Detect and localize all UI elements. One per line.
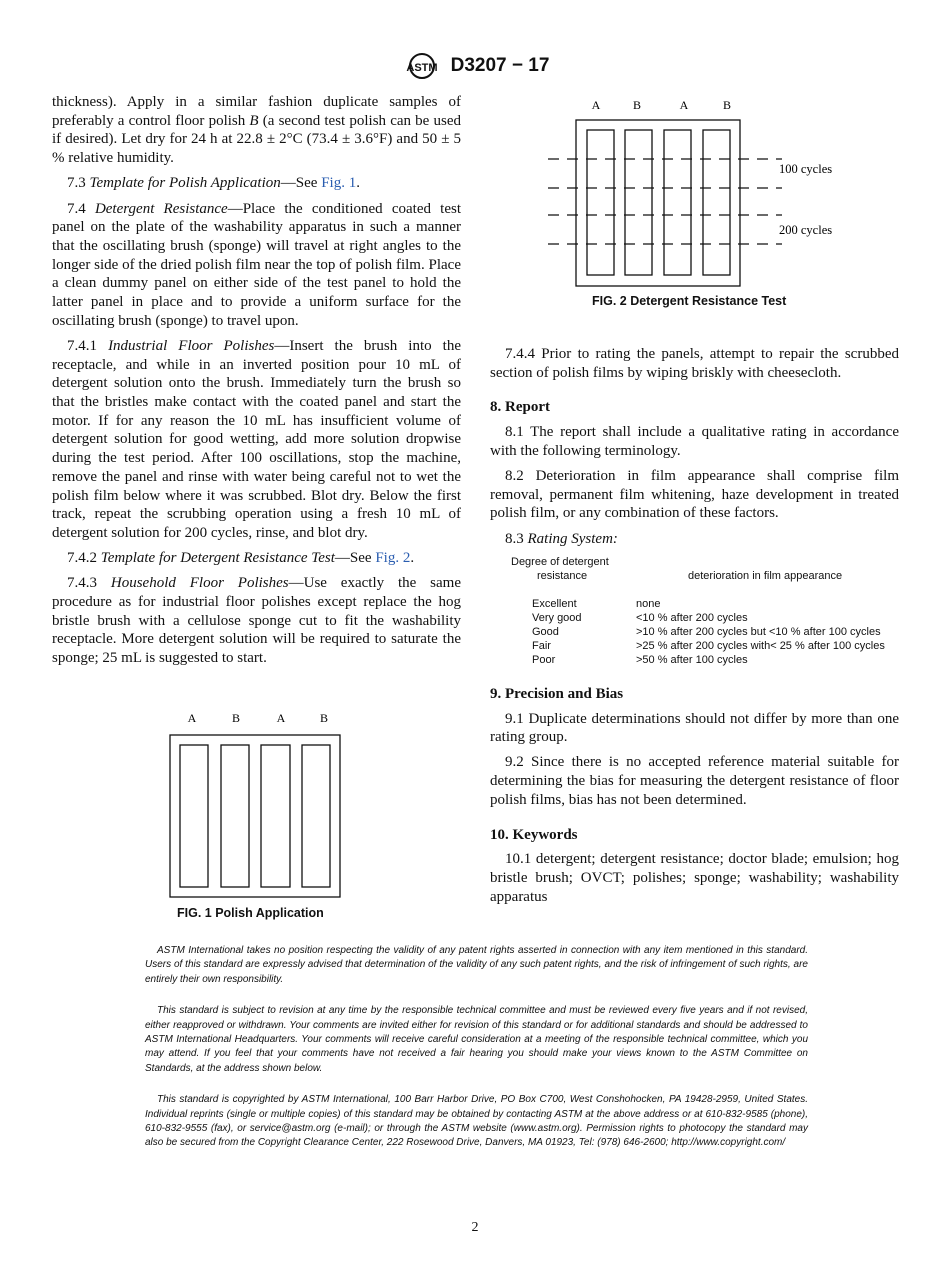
fig1-strip	[180, 745, 208, 887]
page-header	[0, 52, 950, 80]
heading-report: 8. Report	[490, 399, 550, 416]
fig1-label-a2: A	[276, 711, 286, 725]
section-7-4-2: 7.4.2 Template for Detergent Resistance Test—See Fig. 2.	[67, 550, 415, 567]
section-9-2: 9.2 Since there is no accepted reference material suitable for determining the bias for measuring the detergent resistance of floor polish films, bias has not been determined.	[490, 754, 899, 808]
section-9-1: 9.1 Duplicate determinations should not differ by more than one rating group.	[490, 710, 899, 746]
rating-header-deterioration: deterioration in film appearance	[688, 569, 843, 582]
left-column	[52, 93, 461, 674]
rating-header-degree: Degree of detergent	[511, 555, 609, 568]
fig1-link[interactable]: Fig. 1	[321, 175, 357, 192]
heading-precision-bias: 9. Precision and Bias	[490, 685, 624, 702]
rating-desc: <10 % after 200 cycles	[636, 611, 748, 624]
fig1-label-a1: A	[187, 711, 197, 725]
fig1-label-b1: B	[231, 711, 241, 725]
rating-desc: >50 % after 100 cycles	[636, 653, 748, 666]
fig2-label-a2: A	[679, 98, 689, 112]
rating-desc: >25 % after 200 cycles with< 25 % after 100 cycles	[636, 639, 885, 652]
patent-notice: ASTM International takes no position respecting the validity of any patent rights asserted in connection with any item mentioned in this standard. Users of this standard are expressly advised that determination of the validity of any such patent rights, and the risk of infringement of such rights, are entirely their own responsibility.	[145, 945, 808, 985]
rating-table	[490, 555, 899, 669]
svg-text:ASTM: ASTM	[406, 62, 438, 74]
footer-notice	[145, 944, 808, 1168]
section-8-2: 8.2 Deterioration in film appearance shall comprise film removal, permanent film whitening, haze development in treated polish film, or any combination of these factors.	[490, 468, 899, 522]
figure-2	[540, 92, 840, 292]
rating-degree: Fair	[532, 639, 551, 652]
fig2-caption: FIG. 2 Detergent Resistance Test	[592, 294, 787, 308]
fig2-label-b1: B	[632, 98, 642, 112]
fig2-label-100-cycles: 100 cycles	[779, 162, 833, 176]
document-designation: D3207 − 17	[450, 55, 550, 76]
right-column	[490, 345, 899, 913]
fig1-strip	[221, 745, 249, 887]
fig2-strip	[703, 130, 730, 275]
fig1-strip	[302, 745, 330, 887]
section-7-4: 7.4 Detergent Resistance—Place the conditioned coated test panel on the plate of the washability apparatus in such a manner that the oscillating brush (sponge) will travel at right angles to the longer side of the dried polish film near the top of polish film. Place a clean dummy panel on either side of the test panel to hold the latter panel in place and to provide a uniform surface for the oscillating brush (sponge) to travel upon.	[52, 200, 461, 329]
rating-degree: Good	[532, 625, 559, 638]
section-7-4-3: 7.4.3 Household Floor Polishes—Use exactly the same procedure as for industrial floor polishes except replace the hog bristle brush with a cellulose sponge cut to fit the washability receptacle. More detergent solution will be required to saturate the sponge; 25 mL is suggested to start.	[52, 575, 462, 667]
fig2-link[interactable]: Fig. 2	[375, 550, 411, 567]
rating-desc: none	[636, 597, 661, 610]
copyright-notice: This standard is copyrighted by ASTM International, 100 Barr Harbor Drive, PO Box C700, West Conshohocken, PA 19428-2959, United States. Individual reprints (single or multiple copies) of this standard may be obtained by contacting ASTM at the above address or at 610-832-9585 (phone), 610-832-9555 (fax), or service@astm.org (e-mail); or through the ASTM website (www.astm.org). Permission rights to photocopy the standard may also be secured from the Copyright Clearance Center, 222 Rosewood Drive, Danvers, MA 01923, Tel: (978) 646-2600; http://www.copyright.com/	[145, 1094, 808, 1149]
fig2-strip	[625, 130, 652, 275]
fig2-label-a1: A	[591, 98, 601, 112]
section-7-4-4: 7.4.4 Prior to rating the panels, attempt to repair the scrubbed section of polish films by wiping briskly with cheesecloth.	[490, 346, 899, 381]
rating-desc: >10 % after 200 cycles but <10 % after 100 cycles	[636, 625, 881, 638]
astm-logo	[401, 52, 443, 80]
revision-notice: This standard is subject to revision at any time by the responsible technical committee and must be reviewed every five years and if not revised, either reapproved or withdrawn. Your comments are invited either for revision of this standard or for additional standards and should be addressed to ASTM International Headquarters. Your comments will receive careful consideration at a meeting of the responsible technical committee, which you may attend. If you feel that your comments have not received a fair hearing you should make your views known to the ASTM Committee on Standards, at the address shown below.	[145, 1005, 808, 1074]
section-7-4-1: 7.4.1 Industrial Floor Polishes—Insert the brush into the receptacle, and while in an inverted position pour 10 mL of detergent solution onto the brush. Immediately turn the brush so that the bristles make contact with the coated panel and start the motor. If for any reason the 10 mL has insufficient volume of detergent solution for good wetting, add more solution dropwise during the test period. After 100 oscillations, stop the machine, remove the panel and rinse with water being careful not to wet the polish film below where it was scrubbed. Blot dry. Below the first track, repeat the scrubbing operation using a fresh 10 mL of detergent solution for 200 cycles, rinse, and blot dry.	[52, 337, 462, 541]
fig1-caption: FIG. 1 Polish Application	[177, 906, 324, 920]
fig2-strip	[664, 130, 691, 275]
fig1-strip	[261, 745, 290, 887]
section-8-1: 8.1 The report shall include a qualitative rating in accordance with the following terminology.	[490, 424, 899, 459]
rating-degree: Poor	[532, 653, 556, 666]
fig2-panel	[576, 120, 740, 286]
section-7-3: 7.3 Template for Polish Application—See Fig. 1.	[67, 175, 360, 192]
section-8-3: 8.3 Rating System:	[505, 530, 618, 547]
paragraph-continuation: thickness). Apply in a similar fashion duplicate samples of preferably a control floor polish B (a second test polish can be used if desired). Let dry for 24 h at 22.8 ± 2°C (73.4 ± 3.6°F) and 50 ± 5 % relative humidity.	[52, 94, 462, 167]
heading-keywords: 10. Keywords	[490, 826, 578, 843]
rating-degree: Excellent	[532, 597, 577, 610]
fig2-strip	[587, 130, 614, 275]
rating-degree: Very good	[532, 611, 582, 624]
figure-1	[160, 700, 360, 905]
fig2-label-b2: B	[722, 98, 732, 112]
page-number: 2	[471, 1220, 479, 1235]
fig2-label-200-cycles: 200 cycles	[779, 223, 833, 237]
fig1-panel	[170, 735, 340, 897]
fig1-label-b2: B	[319, 711, 329, 725]
rating-header-resistance: resistance	[537, 569, 588, 582]
section-10-1: 10.1 detergent; detergent resistance; doctor blade; emulsion; hog bristle brush; OVCT; polishes; sponge; washability; washability apparatus	[490, 851, 899, 905]
